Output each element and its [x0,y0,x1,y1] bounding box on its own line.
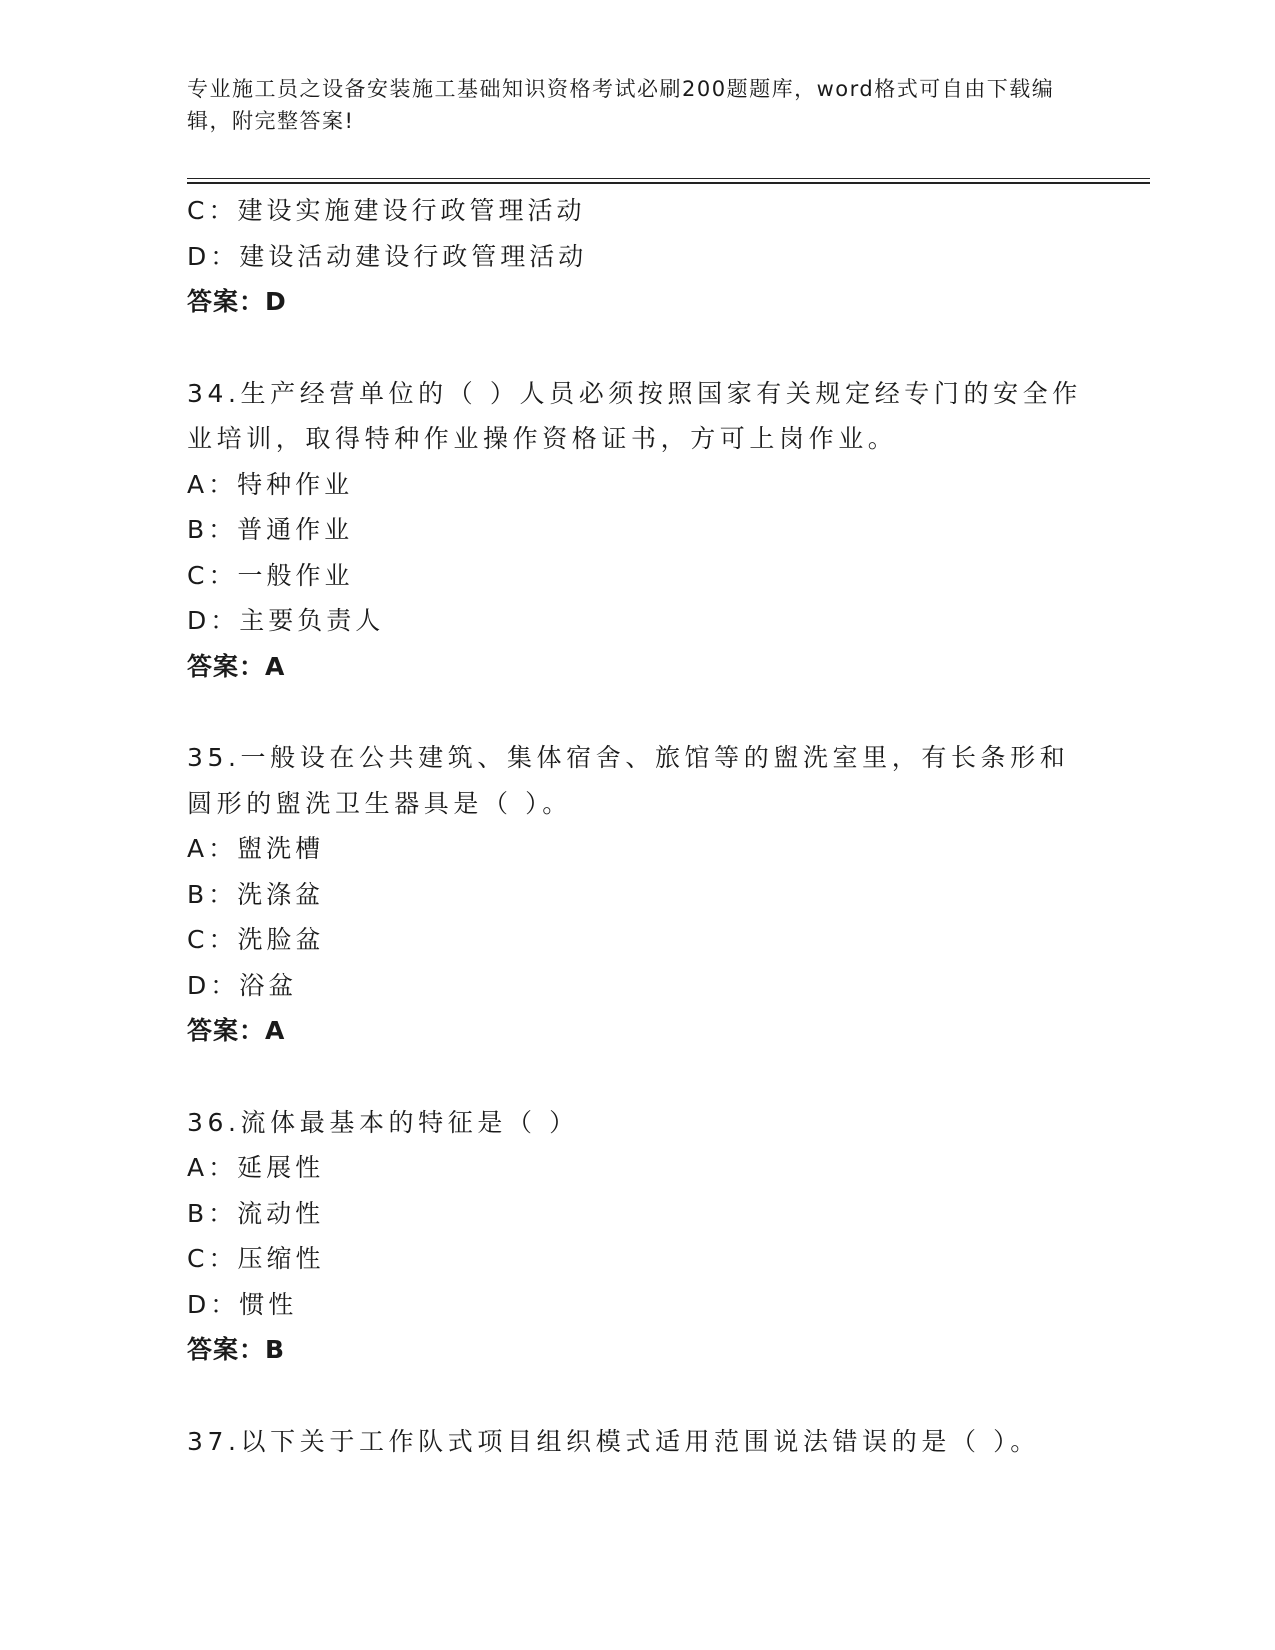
question-35 [187,735,1087,1054]
option-c: C：压缩性 [187,1244,325,1273]
option-c: C：洗脸盆 [187,925,325,954]
option-a: A：特种作业 [187,469,354,499]
answer: 答案：D [187,287,287,316]
option-b: B：普通作业 [187,515,354,544]
option-c: C：一般作业 [187,560,354,590]
question-text: 35.一般设在公共建筑、集体宿舍、旅馆等的盥洗室里，有长条形和圆形的盥洗卫生器具是（ ）。 [187,743,1070,818]
question-36 [187,1100,1087,1373]
option-d: D：主要负责人 [187,606,385,635]
page-header: 专业施工员之设备安装施工基础知识资格考试必刷200题题库，word格式可自由下载编辑，附完整答案! [187,77,1055,133]
answer: 答案：A [187,651,286,681]
header-divider-thick [187,182,1150,184]
question-34 [187,371,1087,690]
question-37 [187,1419,1087,1465]
question-text: 37.以下关于工作队式项目组织模式适用范围说法错误的是（ ）。 [187,1426,1040,1456]
option-a: A：盥洗槽 [187,834,325,863]
option-b: B：流动性 [187,1198,325,1228]
option-a: A：延展性 [187,1153,325,1182]
option-b: B：洗涤盆 [187,879,325,909]
option-c: C：建设实施建设行政管理活动 [187,196,586,225]
question-list [187,188,1087,1464]
answer: 答案：B [187,1335,286,1364]
option-d: D：建设活动建设行政管理活动 [187,241,588,271]
option-d: D：惯性 [187,1289,298,1319]
answer: 答案：A [187,1016,286,1045]
option-d: D：浴盆 [187,970,298,1000]
header-divider [187,178,1150,179]
question-text: 34.生产经营单位的（ ）人员必须按照国家有关规定经专门的安全作业培训，取得特种作业操作资格证书，方可上岗作业。 [187,378,1082,453]
question-33-tail [187,188,1087,325]
question-text: 36.流体最基本的特征是（ ） [187,1107,579,1137]
